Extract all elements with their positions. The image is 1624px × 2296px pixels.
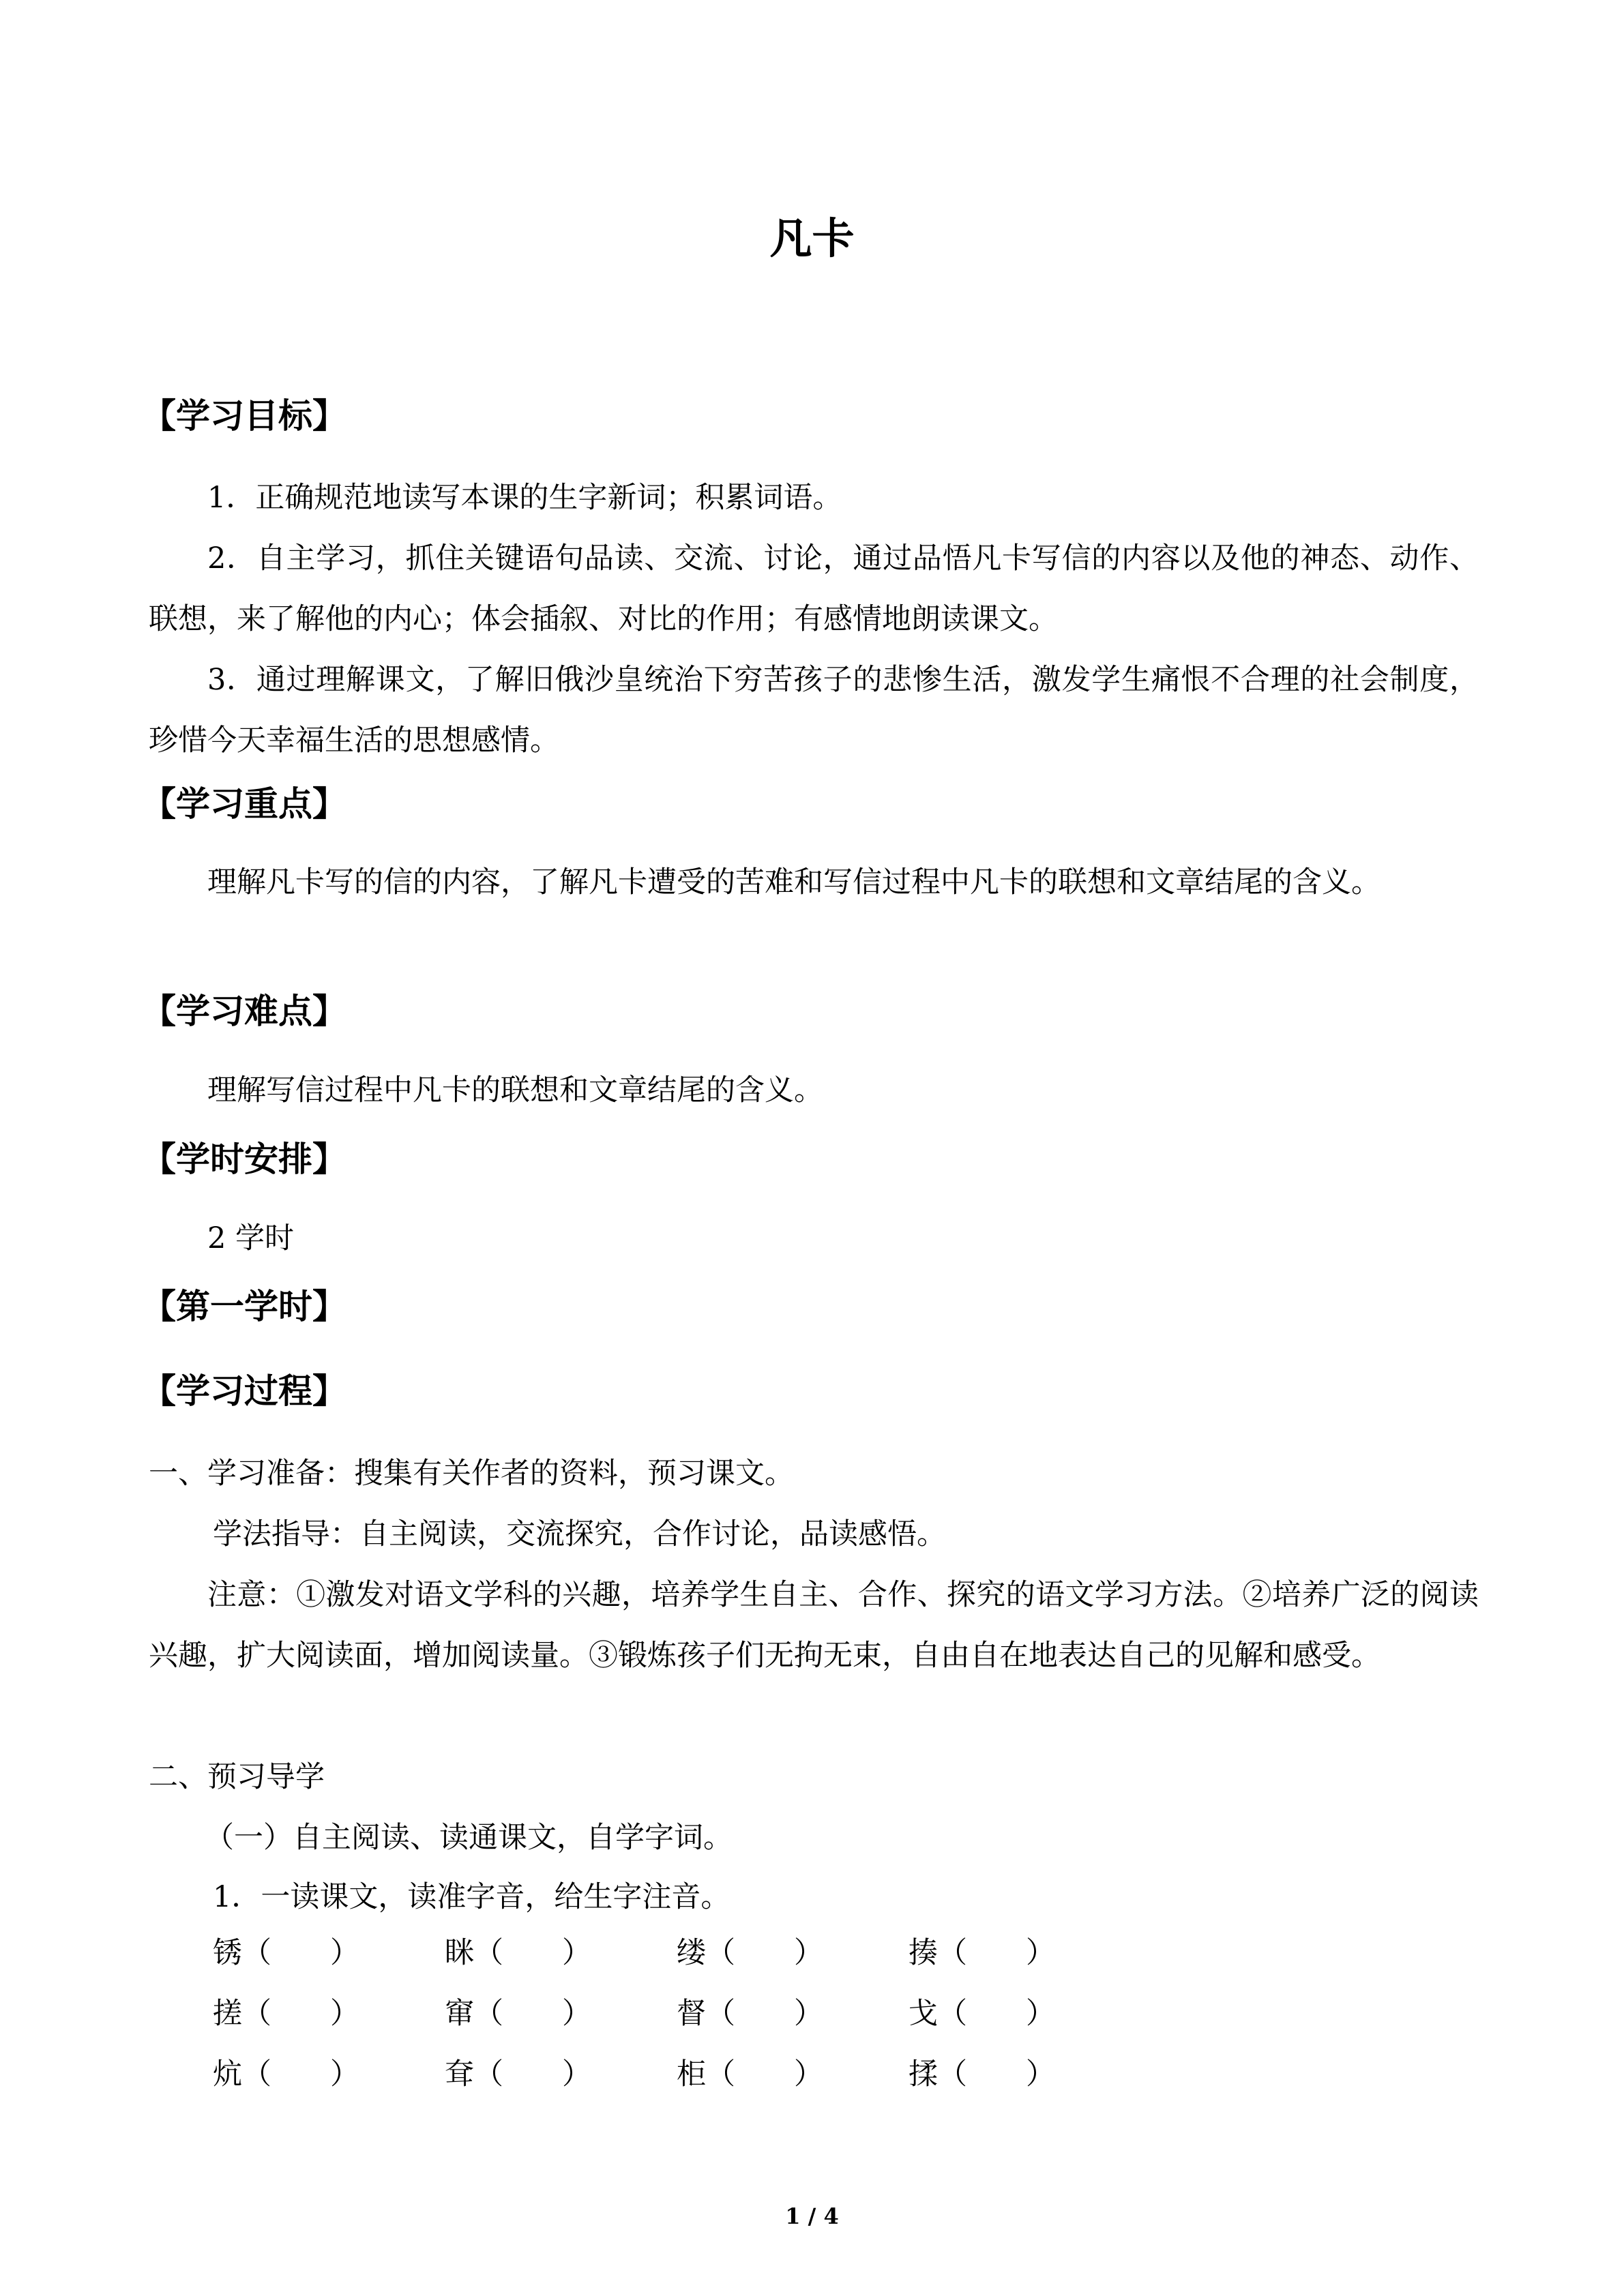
heading-first-period: 【第一学时】	[142, 1287, 346, 1326]
difficulties-text: 理解写信过程中凡卡的联想和文章结尾的含义。	[207, 1073, 823, 1107]
word-cell: 柜（ ）	[677, 2057, 823, 2091]
pinyin-word-grid	[213, 1923, 1099, 2105]
word-row	[213, 1923, 1099, 1984]
prep-line: 一、学习准备：搜集有关作者的资料，预习课文。	[149, 1457, 794, 1491]
preview-line: 二、预习导学	[149, 1760, 325, 1794]
page-number: 1 / 4	[785, 2203, 839, 2229]
word-cell: 督（ ）	[677, 1997, 823, 2031]
word-row	[213, 2044, 1099, 2105]
document-title: 凡卡	[769, 213, 855, 263]
word-cell: 窜（ ）	[445, 1997, 591, 2031]
word-row	[213, 1984, 1099, 2044]
heading-process: 【学习过程】	[142, 1371, 346, 1411]
method-line: 学法指导：自主阅读，交流探究，合作讨论，品读感悟。	[213, 1517, 946, 1551]
word-cell: 缕（ ）	[677, 1936, 823, 1970]
heading-key-points: 【学习重点】	[142, 784, 346, 824]
note-text: 注意：①激发对语文学科的兴趣，培养学生自主、合作、探究的语文学习方法。②培养广泛的阅读兴趣，扩大阅读面，增加阅读量。③锻炼孩子们无拘无束，自由自在地表达自己的见解和感受。	[149, 1578, 1479, 1673]
word-cell: 搓（ ）	[213, 1997, 359, 2031]
word-cell: 揍（ ）	[909, 1936, 1055, 1970]
word-cell: 揉（ ）	[909, 2057, 1055, 2091]
key-points-text: 理解凡卡写的信的内容，了解凡卡遭受的苦难和写信过程中凡卡的联想和文章结尾的含义。	[207, 865, 1381, 899]
word-cell: 耷（ ）	[445, 2057, 591, 2091]
task-one-line: 1．一读课文，读准字音，给生字注音。	[213, 1880, 730, 1914]
word-cell: 戈（ ）	[909, 1997, 1055, 2031]
heading-difficulties: 【学习难点】	[142, 992, 346, 1031]
heading-goals: 【学习目标】	[142, 396, 346, 436]
word-cell: 锈（ ）	[213, 1936, 359, 1970]
goal-item-1: 1．正确规范地读写本课的生字新词；积累词语。	[207, 481, 842, 515]
sub-one-line: （一）自主阅读、读通课文，自学字词。	[205, 1821, 733, 1855]
word-cell: 眯（ ）	[445, 1936, 591, 1970]
word-cell: 炕（ ）	[213, 2057, 359, 2091]
goal-item-3: 3．通过理解课文，了解旧俄沙皇统治下穷苦孩子的悲惨生活，激发学生痛恨不合理的社会制度，珍惜今天幸福生活的思想感情。	[149, 663, 1479, 758]
heading-schedule: 【学时安排】	[142, 1139, 346, 1179]
goal-item-2: 2．自主学习，抓住关键语句品读、交流、讨论，通过品悟凡卡写信的内容以及他的神态、动作、联想，来了解他的内心；体会插叙、对比的作用；有感情地朗读课文。	[149, 541, 1479, 636]
schedule-text: 2 学时	[207, 1221, 295, 1255]
